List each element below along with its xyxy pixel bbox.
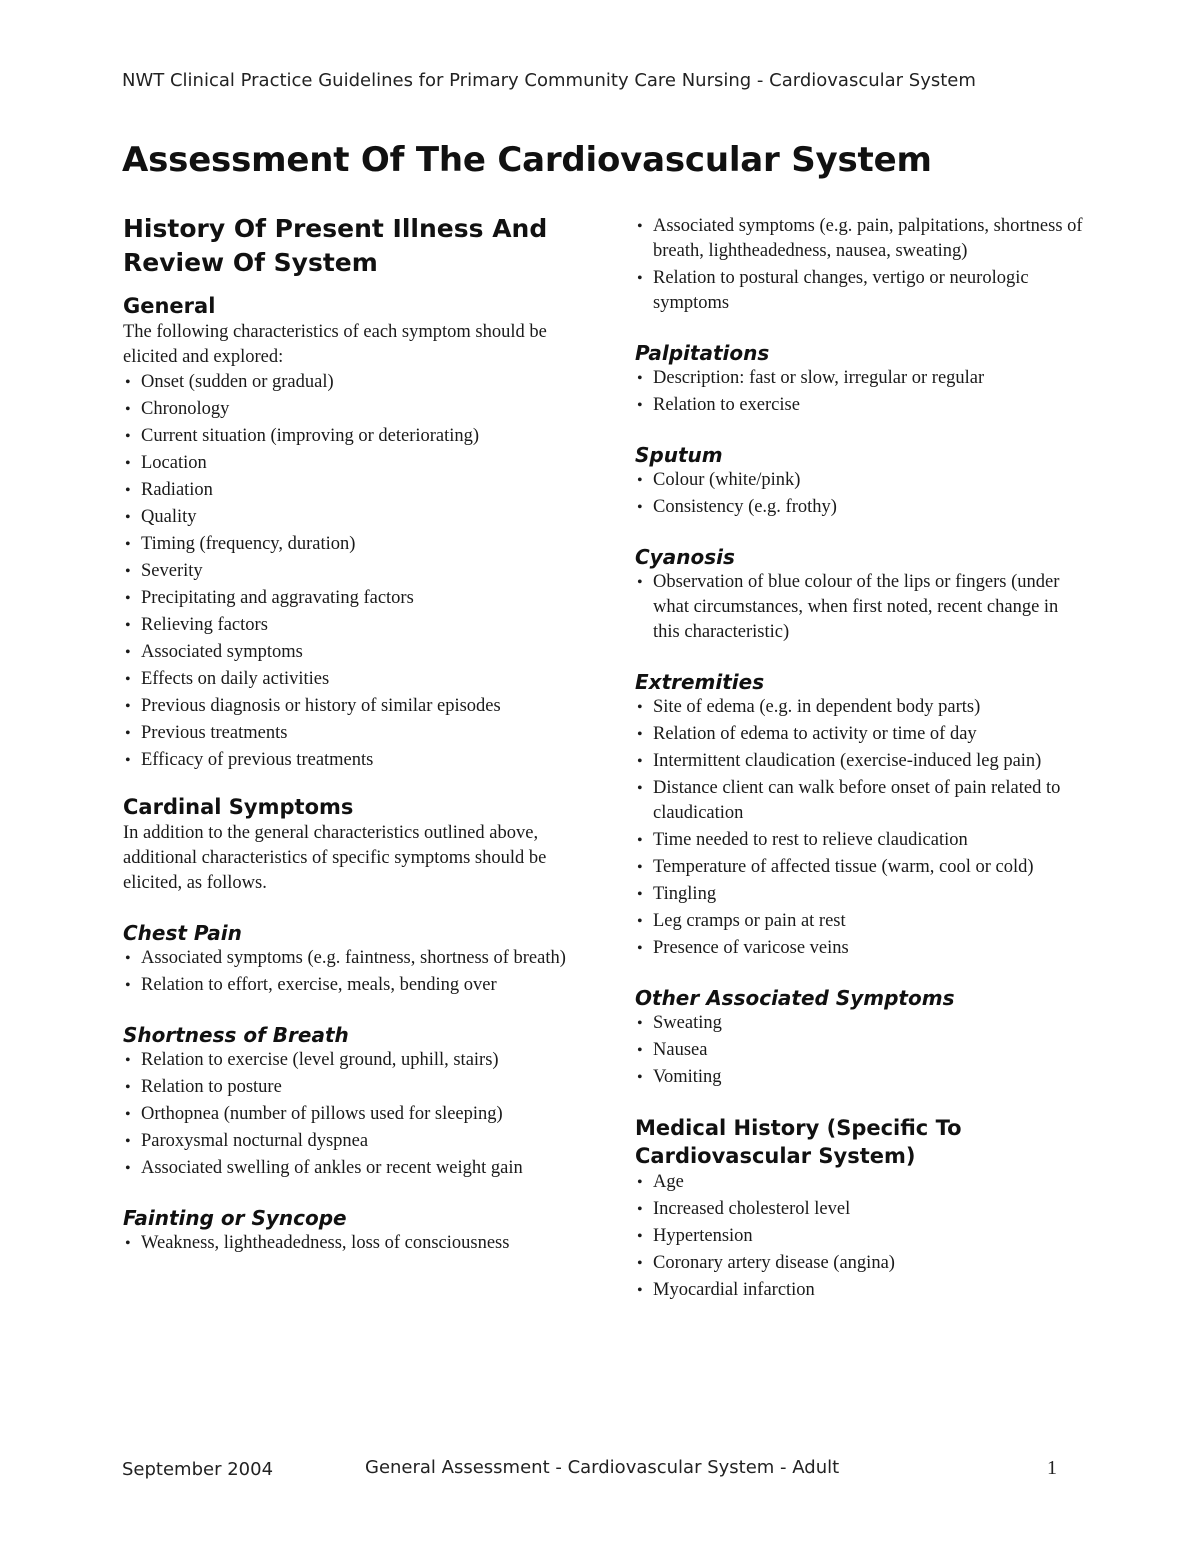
page-number: 1 bbox=[1047, 1457, 1057, 1479]
extremities-heading: Extremities bbox=[635, 670, 765, 694]
bullet-icon: • bbox=[637, 699, 643, 716]
list-item-text: Quality bbox=[141, 507, 197, 527]
list-item-text: Relieving factors bbox=[141, 615, 268, 635]
list-item bbox=[635, 495, 1085, 520]
bullet-icon: • bbox=[637, 1201, 643, 1218]
bullet-icon: • bbox=[125, 977, 131, 994]
list-item-text: Relation to effort, exercise, meals, bending over bbox=[141, 975, 497, 995]
bullet-icon: • bbox=[637, 1015, 643, 1032]
bullet-icon: • bbox=[637, 859, 643, 876]
bullet-icon: • bbox=[637, 472, 643, 489]
general-intro: The following characteristics of each symptom should be elicited and explored: bbox=[123, 322, 547, 367]
bullet-icon: • bbox=[125, 752, 131, 769]
list-item bbox=[123, 748, 573, 773]
bullet-icon: • bbox=[125, 950, 131, 967]
list-item bbox=[123, 973, 573, 998]
list-item-text: Weakness, lightheadedness, loss of consciousness bbox=[141, 1233, 510, 1253]
list-item-text: Effects on daily activities bbox=[141, 669, 330, 689]
bullet-icon: • bbox=[637, 913, 643, 930]
list-item-text: Coronary artery disease (angina) bbox=[653, 1253, 895, 1273]
list-item-text: Timing (frequency, duration) bbox=[141, 534, 356, 554]
list-item bbox=[635, 722, 1085, 747]
list-item bbox=[123, 505, 573, 530]
footer-title: General Assessment - Cardiovascular System - Adult bbox=[365, 1457, 840, 1478]
list-item bbox=[123, 721, 573, 746]
list-item-text: Efficacy of previous treatments bbox=[141, 750, 374, 770]
list-item-text: Sweating bbox=[653, 1013, 722, 1033]
list-item-text: Age bbox=[653, 1172, 684, 1192]
bullet-icon: • bbox=[125, 698, 131, 715]
list-item bbox=[123, 532, 573, 557]
general-list bbox=[123, 370, 573, 773]
list-item bbox=[123, 1156, 573, 1181]
other-symptoms-list bbox=[635, 1011, 1085, 1090]
bullet-icon: • bbox=[637, 218, 643, 235]
bullet-icon: • bbox=[637, 397, 643, 414]
bullet-icon: • bbox=[637, 1255, 643, 1272]
list-item-text: Associated symptoms (e.g. faintness, shortness of breath) bbox=[141, 948, 566, 968]
bullet-icon: • bbox=[637, 940, 643, 957]
fainting-list bbox=[123, 1231, 573, 1256]
list-item bbox=[635, 1038, 1085, 1063]
list-item bbox=[635, 1011, 1085, 1036]
list-item-text: Associated symptoms bbox=[141, 642, 303, 662]
sob-list bbox=[123, 1048, 573, 1181]
sob-heading: Shortness of Breath bbox=[123, 1023, 349, 1047]
bullet-icon: • bbox=[125, 428, 131, 445]
list-item-text: Associated symptoms (e.g. pain, palpitations, shortness of breath, lightheadedness, nausea, sweating) bbox=[653, 216, 1083, 261]
list-item bbox=[123, 424, 573, 449]
list-item bbox=[635, 1197, 1085, 1222]
page-title: Assessment Of The Cardiovascular System bbox=[122, 140, 932, 180]
list-item bbox=[635, 366, 1085, 391]
palpitations-heading: Palpitations bbox=[635, 341, 770, 365]
left-column bbox=[123, 212, 573, 1258]
list-item bbox=[635, 570, 1085, 645]
chest-pain-list bbox=[123, 946, 573, 998]
list-item-text: Description: fast or slow, irregular or regular bbox=[653, 368, 985, 388]
cardinal-heading: Cardinal Symptoms bbox=[123, 795, 354, 819]
list-item bbox=[123, 1102, 573, 1127]
bullet-icon: • bbox=[125, 1235, 131, 1252]
extremities-list bbox=[635, 695, 1085, 961]
history-heading: History Of Present Illness And Review Of System bbox=[123, 214, 548, 277]
medical-history-list bbox=[635, 1170, 1085, 1303]
list-item bbox=[635, 936, 1085, 961]
list-item bbox=[635, 909, 1085, 934]
list-item-text: Site of edema (e.g. in dependent body parts) bbox=[653, 697, 981, 717]
list-item bbox=[635, 1065, 1085, 1090]
bullet-icon: • bbox=[637, 1042, 643, 1059]
cyanosis-list bbox=[635, 570, 1085, 645]
list-item bbox=[635, 695, 1085, 720]
list-item bbox=[123, 667, 573, 692]
list-item bbox=[635, 1224, 1085, 1249]
chest-pain-heading: Chest Pain bbox=[123, 921, 242, 945]
fainting-heading: Fainting or Syncope bbox=[123, 1206, 347, 1230]
list-item-text: Onset (sudden or gradual) bbox=[141, 372, 334, 392]
list-item bbox=[635, 882, 1085, 907]
bullet-icon: • bbox=[637, 574, 643, 591]
bullet-icon: • bbox=[637, 1228, 643, 1245]
right-column bbox=[635, 214, 1085, 1305]
list-item-text: Presence of varicose veins bbox=[653, 938, 849, 958]
bullet-icon: • bbox=[125, 536, 131, 553]
list-item bbox=[123, 586, 573, 611]
bullet-icon: • bbox=[125, 401, 131, 418]
bullet-icon: • bbox=[125, 1160, 131, 1177]
cardinal-intro: In addition to the general characteristics outlined above, additional characteristics of specific symptoms should be elicited, as follows. bbox=[123, 823, 547, 893]
list-item-text: Precipitating and aggravating factors bbox=[141, 588, 414, 608]
list-item bbox=[635, 828, 1085, 853]
list-item-text: Intermittent claudication (exercise-induced leg pain) bbox=[653, 751, 1042, 771]
list-item-text: Severity bbox=[141, 561, 203, 581]
list-item-text: Time needed to rest to relieve claudication bbox=[653, 830, 968, 850]
bullet-icon: • bbox=[125, 1133, 131, 1150]
bullet-icon: • bbox=[125, 1052, 131, 1069]
bullet-icon: • bbox=[637, 370, 643, 387]
list-item bbox=[635, 1251, 1085, 1276]
bullet-icon: • bbox=[637, 753, 643, 770]
list-item-text: Radiation bbox=[141, 480, 213, 500]
list-item bbox=[123, 694, 573, 719]
bullet-icon: • bbox=[125, 644, 131, 661]
bullet-icon: • bbox=[637, 499, 643, 516]
fainting-cont-list bbox=[635, 214, 1085, 316]
list-item bbox=[123, 1129, 573, 1154]
bullet-icon: • bbox=[125, 617, 131, 634]
list-item bbox=[123, 478, 573, 503]
palpitations-list bbox=[635, 366, 1085, 418]
bullet-icon: • bbox=[637, 1174, 643, 1191]
bullet-icon: • bbox=[637, 780, 643, 797]
bullet-icon: • bbox=[125, 482, 131, 499]
list-item-text: Tingling bbox=[653, 884, 717, 904]
list-item-text: Increased cholesterol level bbox=[653, 1199, 851, 1219]
sputum-list bbox=[635, 468, 1085, 520]
list-item bbox=[635, 749, 1085, 774]
list-item-text: Previous diagnosis or history of similar episodes bbox=[141, 696, 501, 716]
list-item bbox=[123, 1048, 573, 1073]
list-item bbox=[635, 468, 1085, 493]
list-item-text: Relation to exercise (level ground, uphill, stairs) bbox=[141, 1050, 499, 1070]
list-item bbox=[635, 1278, 1085, 1303]
list-item bbox=[635, 1170, 1085, 1195]
bullet-icon: • bbox=[125, 1079, 131, 1096]
bullet-icon: • bbox=[125, 374, 131, 391]
list-item bbox=[123, 397, 573, 422]
list-item bbox=[123, 613, 573, 638]
list-item bbox=[635, 266, 1085, 316]
list-item-text: Previous treatments bbox=[141, 723, 288, 743]
list-item bbox=[123, 1231, 573, 1256]
list-item-text: Paroxysmal nocturnal dyspnea bbox=[141, 1131, 369, 1151]
bullet-icon: • bbox=[125, 725, 131, 742]
list-item-text: Chronology bbox=[141, 399, 230, 419]
list-item bbox=[123, 946, 573, 971]
list-item bbox=[123, 451, 573, 476]
footer-date: September 2004 bbox=[122, 1459, 274, 1480]
bullet-icon: • bbox=[637, 832, 643, 849]
list-item-text: Relation of edema to activity or time of day bbox=[653, 724, 977, 744]
list-item-text: Leg cramps or pain at rest bbox=[653, 911, 846, 931]
bullet-icon: • bbox=[125, 590, 131, 607]
list-item-text: Nausea bbox=[653, 1040, 708, 1060]
bullet-icon: • bbox=[637, 1069, 643, 1086]
list-item-text: Orthopnea (number of pillows used for sleeping) bbox=[141, 1104, 503, 1124]
list-item bbox=[635, 393, 1085, 418]
cyanosis-heading: Cyanosis bbox=[635, 545, 735, 569]
list-item-text: Relation to posture bbox=[141, 1077, 282, 1097]
bullet-icon: • bbox=[637, 886, 643, 903]
list-item bbox=[635, 214, 1085, 264]
list-item-text: Myocardial infarction bbox=[653, 1280, 815, 1300]
list-item-text: Temperature of affected tissue (warm, cool or cold) bbox=[653, 857, 1034, 877]
general-heading: General bbox=[123, 294, 216, 318]
list-item bbox=[123, 640, 573, 665]
bullet-icon: • bbox=[125, 563, 131, 580]
sputum-heading: Sputum bbox=[635, 443, 723, 467]
list-item bbox=[635, 776, 1085, 826]
bullet-icon: • bbox=[637, 270, 643, 287]
bullet-icon: • bbox=[125, 455, 131, 472]
list-item-text: Associated swelling of ankles or recent weight gain bbox=[141, 1158, 523, 1178]
bullet-icon: • bbox=[125, 1106, 131, 1123]
list-item-text: Vomiting bbox=[653, 1067, 722, 1087]
list-item-text: Distance client can walk before onset of pain related to claudication bbox=[653, 778, 1061, 823]
list-item-text: Relation to postural changes, vertigo or neurologic symptoms bbox=[653, 268, 1029, 313]
running-header: NWT Clinical Practice Guidelines for Primary Community Care Nursing - Cardiovascular System bbox=[122, 70, 976, 91]
medical-history-heading: Medical History (Specific To Cardiovascular System) bbox=[635, 1116, 962, 1168]
bullet-icon: • bbox=[637, 726, 643, 743]
list-item-text: Consistency (e.g. frothy) bbox=[653, 497, 837, 517]
list-item-text: Hypertension bbox=[653, 1226, 753, 1246]
bullet-icon: • bbox=[125, 509, 131, 526]
list-item bbox=[123, 1075, 573, 1100]
bullet-icon: • bbox=[637, 1282, 643, 1299]
list-item-text: Colour (white/pink) bbox=[653, 470, 801, 490]
list-item-text: Relation to exercise bbox=[653, 395, 800, 415]
bullet-icon: • bbox=[125, 671, 131, 688]
list-item-text: Observation of blue colour of the lips or fingers (under what circumstances, when first noted, recent change in this characteristic) bbox=[653, 572, 1060, 642]
list-item bbox=[123, 370, 573, 395]
list-item bbox=[635, 855, 1085, 880]
other-symptoms-heading: Other Associated Symptoms bbox=[635, 986, 955, 1010]
list-item-text: Location bbox=[141, 453, 207, 473]
list-item-text: Current situation (improving or deteriorating) bbox=[141, 426, 480, 446]
list-item bbox=[123, 559, 573, 584]
